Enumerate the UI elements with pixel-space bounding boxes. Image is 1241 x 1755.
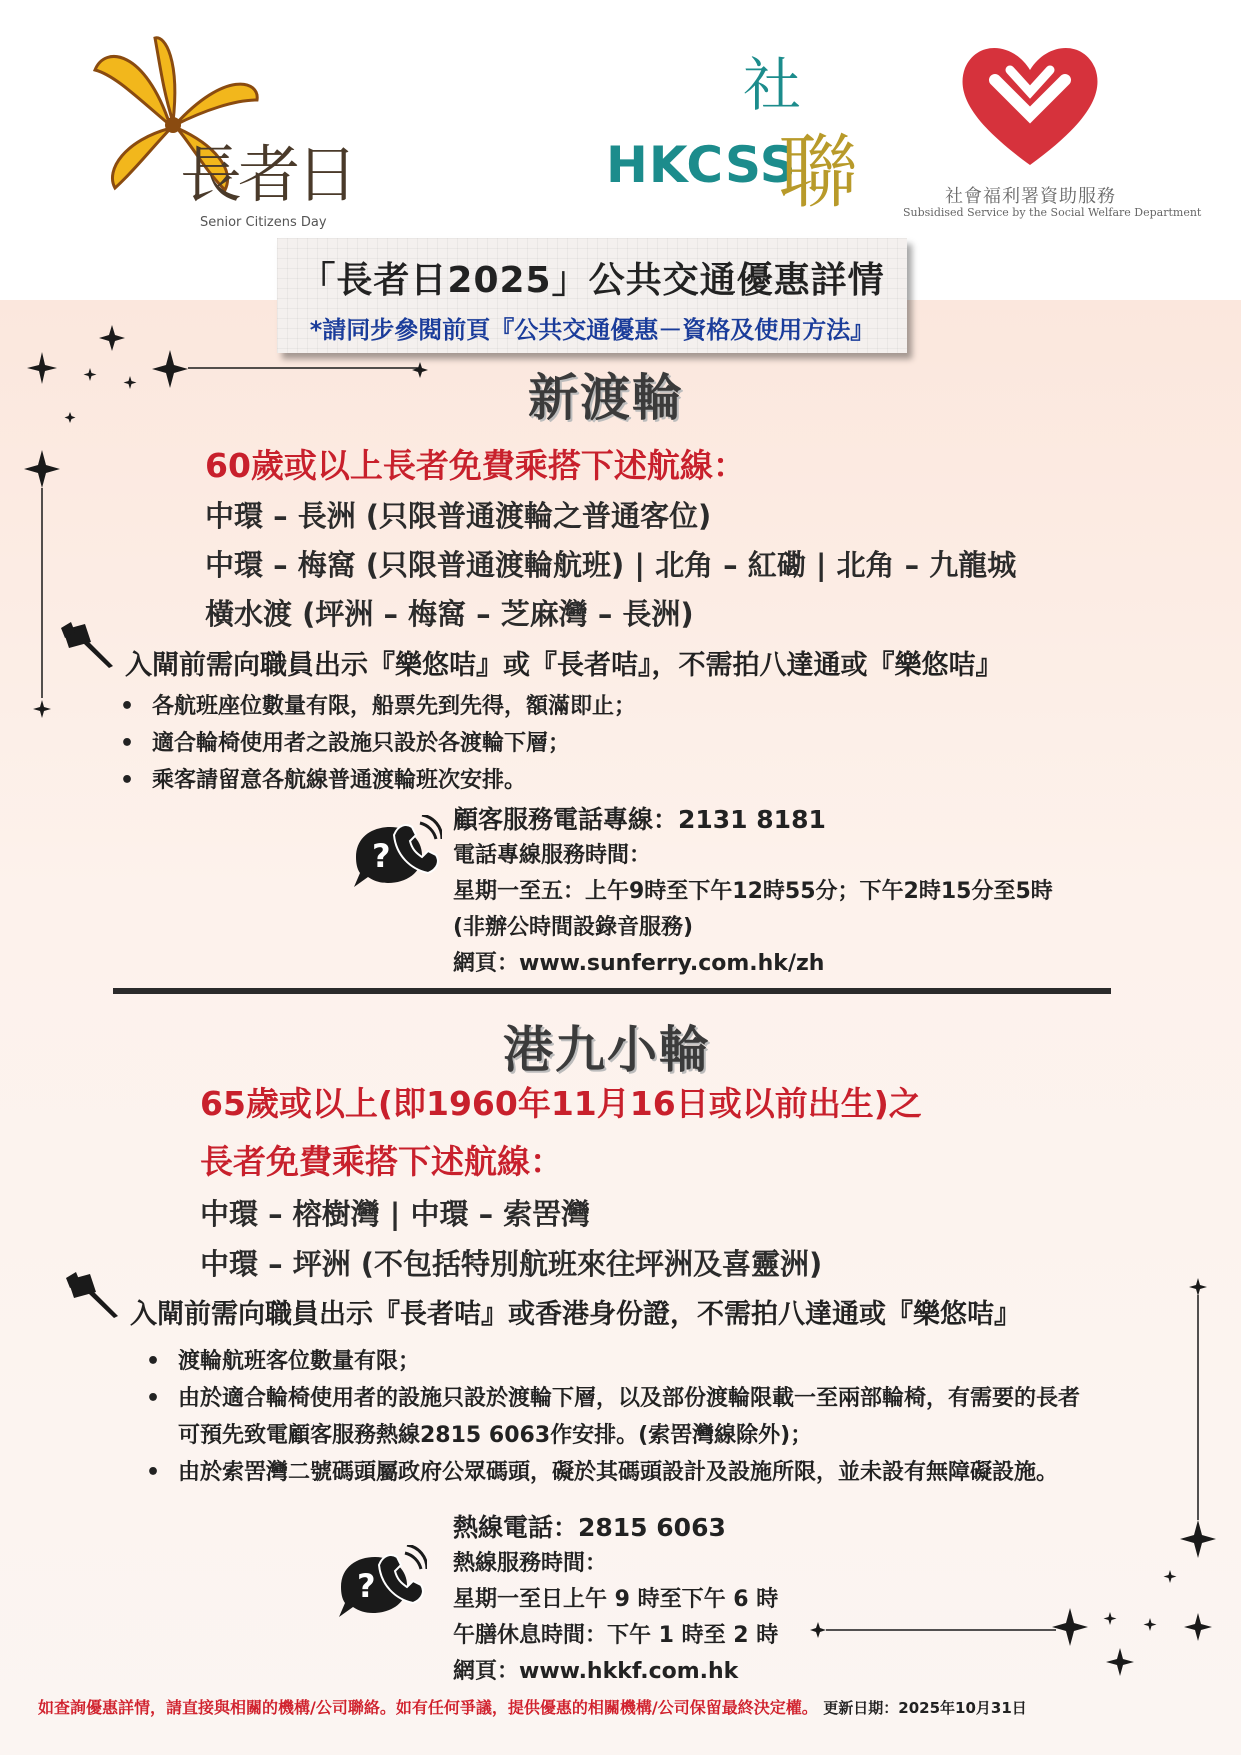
hkkf-hours-label: 熱線服務時間： bbox=[453, 1551, 608, 1576]
list-item: • 由於索罟灣二號碼頭屬政府公眾碼頭，礙於其碼頭設計及設施所限，並未設有無障礙設施。 bbox=[146, 1454, 1096, 1491]
sunferry-route-2: 中環 – 梅窩 (只限普通渡輪航班) | 北角 – 紅磡 | 北角 – 九龍城 bbox=[205, 548, 1017, 582]
hkkf-notice: 入閘前需向職員出示『長者咭』或香港身份證，不需拍八達通或『樂悠咭』 bbox=[130, 1299, 1021, 1330]
page-title: 「長者日2025」公共交通優惠詳情 bbox=[299, 260, 885, 301]
senior-day-english-name: Senior Citizens Day bbox=[200, 215, 327, 230]
swd-chinese-name: 社會福利署資助服務 bbox=[945, 186, 1116, 207]
hkkf-route-1: 中環 – 榕樹灣 | 中環 – 索罟灣 bbox=[200, 1197, 591, 1231]
list-item: • 各航班座位數量有限，船票先到先得，額滿即止； bbox=[120, 688, 1020, 725]
swd-english-name: Subsidised Service by the Social Welfare Department bbox=[903, 206, 1202, 219]
sunferry-hours: 星期一至五：上午9時至下午12時55分；下午2時15分至5時 bbox=[453, 879, 1053, 904]
senior-day-chinese-name: 長者日 bbox=[180, 138, 355, 211]
sunferry-notice: 入閘前需向職員出示『樂悠咭』或『長者咭』，不需拍八達通或『樂悠咭』 bbox=[125, 650, 1003, 681]
list-item: • 渡輪航班客位數量有限； bbox=[146, 1343, 1096, 1380]
phone-help-icon bbox=[350, 815, 442, 893]
list-item: • 由於適合輪椅使用者的設施只設於渡輪下層，以及部份渡輪限載一至兩部輪椅，有需要的長者可預先致電顧客服務熱線2815 6063作安排。(索罟灣線除外)； bbox=[146, 1380, 1096, 1454]
hkkf-hotline: 熱線電話：2815 6063 bbox=[453, 1513, 726, 1542]
hkkf-website[interactable]: 網頁：www.hkkf.com.hk bbox=[453, 1659, 739, 1684]
section-divider bbox=[113, 988, 1111, 994]
sunferry-hours-label: 電話專線服務時間： bbox=[453, 843, 652, 868]
sunferry-bullet-list bbox=[120, 688, 1020, 799]
sunferry-eligibility: 60歲或以上長者免費乘搭下述航線： bbox=[205, 446, 746, 485]
footer-disclaimer: 如查詢優惠詳情，請直接與相關的機構/公司聯絡。如有任何爭議，提供優惠的相關機構/公司保留最終決定權。 bbox=[38, 1698, 818, 1717]
heart-icon bbox=[955, 40, 1105, 170]
sunferry-after-hours: (非辦公時間設錄音服務) bbox=[453, 915, 694, 940]
list-item: • 適合輪椅使用者之設施只設於各渡輪下層； bbox=[120, 725, 1020, 762]
hkkf-eligibility-line-2: 長者免費乘搭下述航線： bbox=[200, 1142, 563, 1181]
hkkf-section-title: 港九小輪 bbox=[503, 1021, 711, 1079]
sunferry-route-3: 橫水渡 (坪洲 – 梅窩 – 芝麻灣 – 長洲) bbox=[205, 597, 694, 631]
footer bbox=[38, 1695, 1218, 1718]
pushpin-icon bbox=[55, 620, 117, 670]
sunferry-route-1: 中環 – 長洲 (只限普通渡輪之普通客位) bbox=[205, 499, 712, 533]
hkcss-logo bbox=[598, 38, 858, 223]
sunferry-hotline: 顧客服務電話專線：2131 8181 bbox=[453, 805, 826, 834]
hkkf-hours: 星期一至日上午 9 時至下午 6 時 bbox=[453, 1587, 779, 1612]
svg-text:?: ? bbox=[372, 837, 391, 875]
hkkf-eligibility-line-1: 65歲或以上(即1960年11月16日或以前出生)之 bbox=[200, 1084, 922, 1123]
hkcss-chinese-bottom: 聯 bbox=[778, 126, 858, 219]
phone-help-icon bbox=[335, 1545, 427, 1623]
hkkf-bullet-list bbox=[146, 1343, 1096, 1491]
title-box bbox=[277, 238, 907, 353]
page-subtitle: *請同步參閱前頁『公共交通優惠－資格及使用方法』 bbox=[309, 316, 875, 344]
hkkf-lunch: 午膳休息時間：下午 1 時至 2 時 bbox=[453, 1623, 779, 1648]
sunferry-website[interactable]: 網頁：www.sunferry.com.hk/zh bbox=[453, 951, 825, 976]
swd-logo bbox=[895, 40, 1202, 230]
pushpin-icon bbox=[60, 1270, 122, 1320]
hkkf-route-2: 中環 – 坪洲 (不包括特別航班來往坪洲及喜靈洲) bbox=[200, 1247, 823, 1281]
footer-updated-date: 更新日期：2025年10月31日 bbox=[823, 1699, 1027, 1717]
list-item: • 乘客請留意各航線普通渡輪班次安排。 bbox=[120, 762, 1020, 799]
hkcss-english: HKCSS bbox=[606, 136, 797, 194]
sunferry-section-title: 新渡輪 bbox=[528, 369, 684, 427]
sunferry-contact bbox=[453, 802, 1053, 982]
senior-citizens-day-logo bbox=[85, 30, 405, 230]
hkkf-contact bbox=[453, 1510, 778, 1690]
hkcss-chinese-top: 社 bbox=[743, 51, 802, 119]
svg-text:?: ? bbox=[357, 1567, 376, 1605]
